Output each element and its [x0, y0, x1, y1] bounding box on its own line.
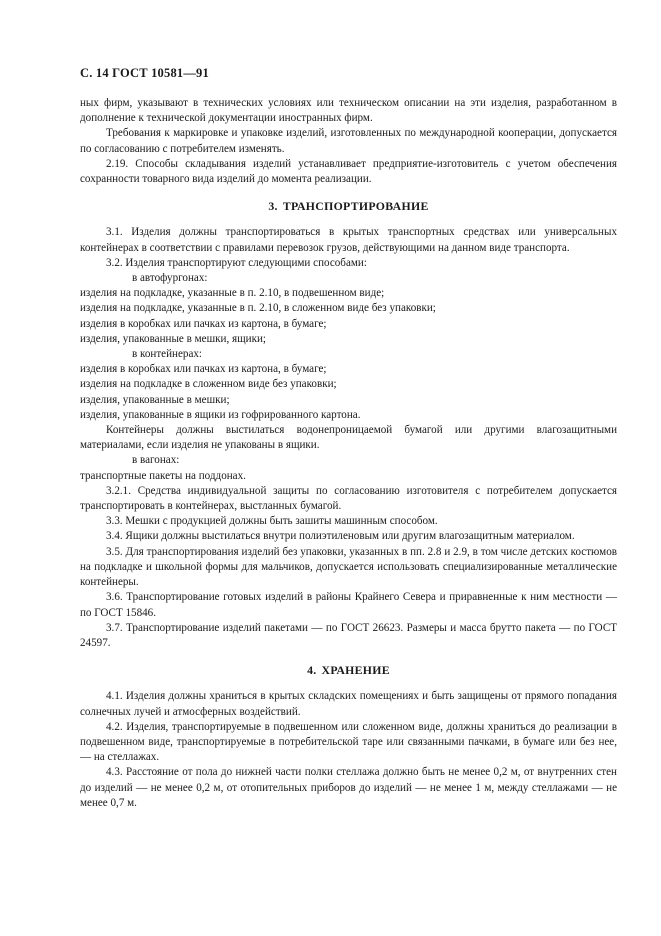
containers-label: в контейнерах:: [132, 348, 202, 361]
wagons-label: в вагонах:: [132, 454, 180, 467]
section-4-title: ХРАНЕНИЕ: [321, 663, 390, 678]
paragraph-3-5: 3.5. Для транспортирования изделий без упаковки, указанных в пп. 2.8 и 2.9, в том числе детских костюмов на подкладке и школьной формы для мальчиков, допускается использовать специализированные металлические контейнеры.: [80, 545, 617, 589]
page-header: С. 14 ГОСТ 10581—91: [80, 66, 209, 80]
trucks-label: в автофургонах:: [132, 272, 208, 285]
paragraph-3-2: 3.2. Изделия транспортируют следующими способами:: [106, 256, 367, 269]
paragraph-3-7: 3.7. Транспортирование изделий пакетами — по ГОСТ 26623. Размеры и масса брутто пакета — по ГОСТ 24597.: [80, 621, 617, 649]
paragraph-containers-note: Контейнеры должны выстилаться водонепроницаемой бумагой или другими влагозащитными материалами, если изделия не упакованы в ящики.: [80, 424, 617, 452]
list-item: изделия на подкладке в сложенном виде без упаковки;: [80, 378, 337, 391]
list-item: изделия в коробках или пачках из картона, в бумаге;: [80, 363, 327, 376]
paragraph-4-1: 4.1. Изделия должны храниться в крытых складских помещениях и быть защищены от прямого попадания солнечных лучей и атмосферных воздействий.: [80, 690, 617, 718]
section-4-number: 4.: [307, 663, 317, 678]
paragraph-4-2: 4.2. Изделия, транспортируемые в подвешенном или сложенном виде, должны храниться до реализации в подвешенном виде, транспортируемые в потребительской таре или связанными пачками, в бумаге или без нее, — на стеллажах.: [80, 720, 617, 764]
list-item: изделия, упакованные в ящики из гофрированного картона.: [80, 408, 361, 421]
list-item: изделия, упакованные в мешки;: [80, 393, 230, 406]
section-3-number: 3.: [268, 199, 278, 214]
paragraph-3-3: 3.3. Мешки с продукцией должны быть зашиты машинным способом.: [106, 515, 438, 528]
paragraph-3-4: 3.4. Ящики должны выстилаться внутри полиэтиленовым или другим влагозащитным материалом.: [106, 530, 575, 543]
list-item: транспортные пакеты на поддонах.: [80, 469, 246, 482]
section-4-heading: [80, 663, 617, 678]
list-item: изделия в коробках или пачках из картона, в бумаге;: [80, 317, 327, 330]
paragraph-labeling-requirements: Требования к маркировке и упаковке изделий, изготовленных по международной кооперации, допускается по согласованию с потребителем изменять.: [80, 127, 617, 155]
list-item: изделия, упакованные в мешки, ящики;: [80, 332, 266, 345]
paragraph-3-1: 3.1. Изделия должны транспортироваться в крытых транспортных средствах или универсальных контейнерах в соответствии с правилами перевозок грузов, действующими на данном виде транспорта.: [80, 226, 617, 254]
paragraph-2-19: 2.19. Способы складывания изделий устанавливает предприятие-изготовитель с учетом обеспечения сохранности товарного вида изделий до момента реализации.: [80, 157, 617, 186]
list-item: изделия на подкладке, указанные в п. 2.10, в подвешенном виде;: [80, 287, 385, 300]
section-3-heading: [80, 199, 617, 214]
paragraph-3-6: 3.6. Транспортирование готовых изделий в районы Крайнего Севера и приравненные к ним местности — по ГОСТ 15846.: [80, 591, 617, 619]
document-body: [80, 96, 617, 811]
paragraph-4-3: 4.3. Расстояние от пола до нижней части полки стеллажа должно быть не менее 0,2 м, от внутренних стен до изделий — не менее 0,2 м, от отопительных приборов до изделий — не менее 1 м, между стеллажами — не менее 0,7 м.: [80, 766, 617, 809]
paragraph-3-2-1: 3.2.1. Средства индивидуальной защиты по согласованию изготовителя с потребителем допускается транспортировать в контейнерах, выстланных бумагой.: [80, 484, 617, 513]
paragraph-intro-continuation: ных фирм, указывают в технических условиях или техническом описании на эти изделия, разработанном в дополнение к технической документации иностранных фирм.: [80, 97, 617, 125]
section-3-title: ТРАНСПОРТИРОВАНИЕ: [282, 199, 429, 214]
list-item: изделия на подкладке, указанные в п. 2.10, в сложенном виде без упаковки;: [80, 302, 436, 315]
